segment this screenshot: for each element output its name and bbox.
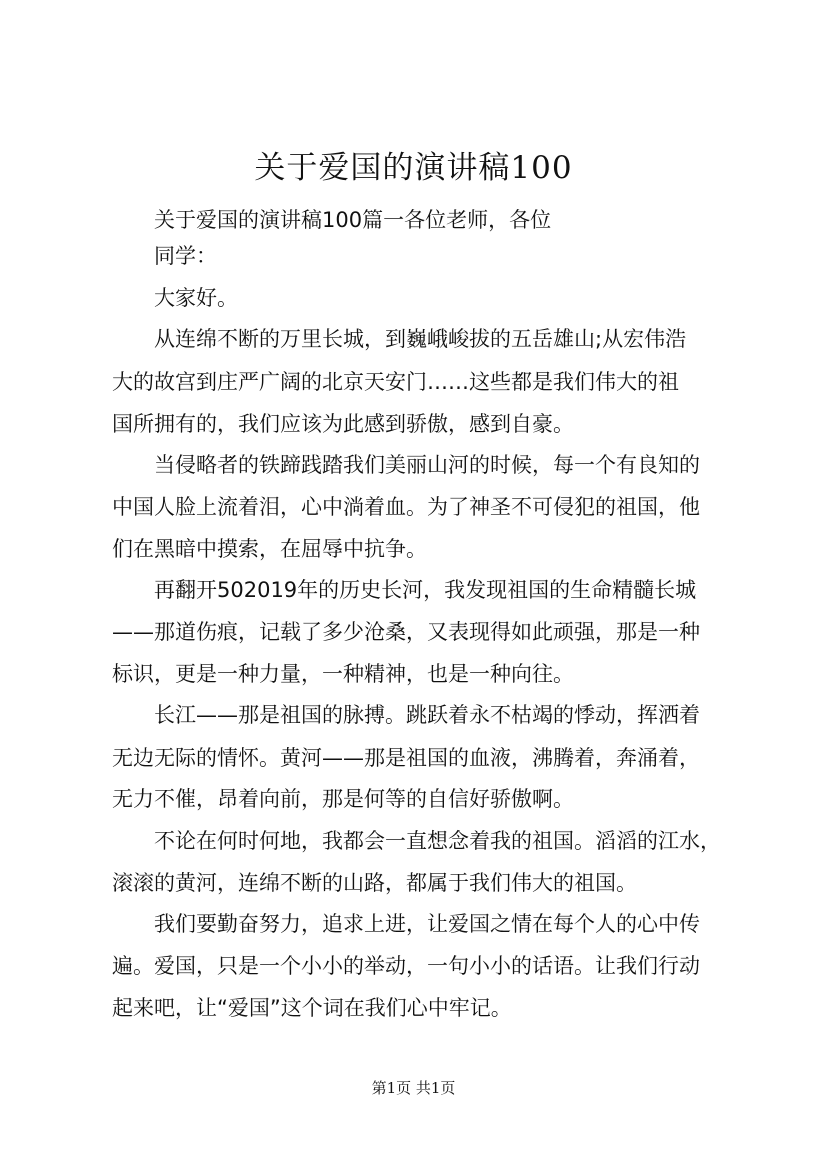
page-footer: 第1页 共1页 [371, 1079, 456, 1097]
paragraph-line: 再翻开502019年的历史长河，我发现祖国的生命精髓长城 [154, 578, 697, 602]
paragraph-line: ——那道伤痕，记载了多少沧桑，又表现得如此顽强，那是一种 [112, 620, 700, 644]
paragraph-line: 无力不催，昂着向前，那是何等的自信好骄傲啊。 [112, 787, 574, 811]
document-title: 关于爱国的演讲稿100 [254, 150, 573, 186]
paragraph-line: 中国人脸上流着泪，心中淌着血。为了神圣不可侵犯的祖国，他 [112, 495, 700, 519]
paragraph-line: 国所拥有的，我们应该为此感到骄傲，感到自豪。 [112, 412, 574, 436]
paragraph-line: 标识，更是一种力量，一种精神，也是一种向往。 [112, 662, 574, 686]
paragraph-line: 关于爱国的演讲稿100篇一各位老师，各位 [154, 208, 552, 232]
paragraph-line: 从连绵不断的万里长城，到巍峨峻拔的五岳雄山;从宏伟浩 [154, 327, 687, 351]
paragraph-line: 不论在何时何地，我都会一直想念着我的祖国。滔滔的江水， [154, 829, 721, 853]
paragraph-line: 们在黑暗中摸索，在屈辱中抗争。 [112, 537, 427, 561]
paragraph-line: 滚滚的黄河，连绵不断的山路，都属于我们伟大的祖国。 [112, 871, 637, 895]
paragraph-line: 大家好。 [154, 286, 238, 310]
paragraph-line: 同学： [154, 244, 217, 268]
paragraph-line: 当侵略者的铁蹄践踏我们美丽山河的时候，每一个有良知的 [154, 453, 700, 477]
paragraph-line: 长江——那是祖国的脉搏。跳跃着永不枯竭的悸动，挥洒着 [154, 703, 700, 727]
paragraph-line: 遍。爱国，只是一个小小的举动，一句小小的话语。让我们行动 [112, 954, 700, 978]
paragraph-line: 大的故宫到庄严广阔的北京天安门……这些都是我们伟大的祖 [112, 370, 679, 394]
paragraph-line: 起来吧，让“爱国”这个词在我们心中牢记。 [112, 996, 512, 1020]
paragraph-line: 无边无际的情怀。黄河——那是祖国的血液，沸腾着，奔涌着， [112, 746, 700, 770]
paragraph-line: 我们要勤奋努力，追求上进，让爱国之情在每个人的心中传 [154, 912, 700, 936]
